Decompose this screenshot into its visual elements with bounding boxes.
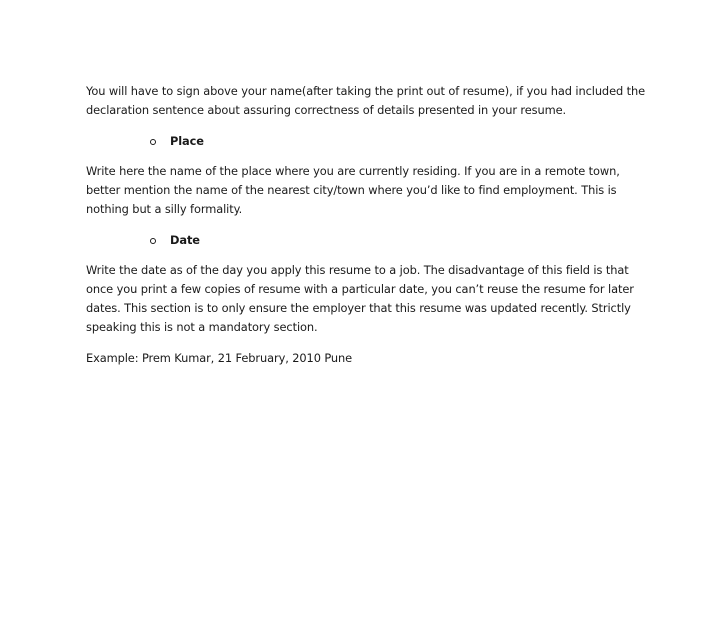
- signature-paragraph: You will have to sign above your name(after taking the print out of resume), if you had included the declaration sentence about assuring correctness of details presented in your resume.: [86, 84, 646, 117]
- hollow-circle-bullet-icon: [150, 139, 156, 145]
- date-heading: [86, 231, 646, 250]
- date-heading-text: Date: [170, 233, 200, 247]
- place-heading-text: Place: [170, 134, 204, 148]
- place-heading: [86, 132, 646, 151]
- example-line: Example: Prem Kumar, 21 February, 2010 Pune: [86, 351, 353, 365]
- document-body: [86, 82, 646, 380]
- date-paragraph: Write the date as of the day you apply this resume to a job. The disadvantage of this field is that once you print a few copies of resume with a particular date, you can’t reuse the resume for later dates. This section is to only ensure the employer that this resume was updated recently. Strictly speaking this is not a mandatory section.: [86, 263, 634, 334]
- hollow-circle-bullet-icon: [150, 238, 156, 244]
- place-paragraph: Write here the name of the place where you are currently residing. If you are in a remote town, better mention the name of the nearest city/town where you’d like to find employment. This is nothing but a silly formality.: [86, 164, 620, 216]
